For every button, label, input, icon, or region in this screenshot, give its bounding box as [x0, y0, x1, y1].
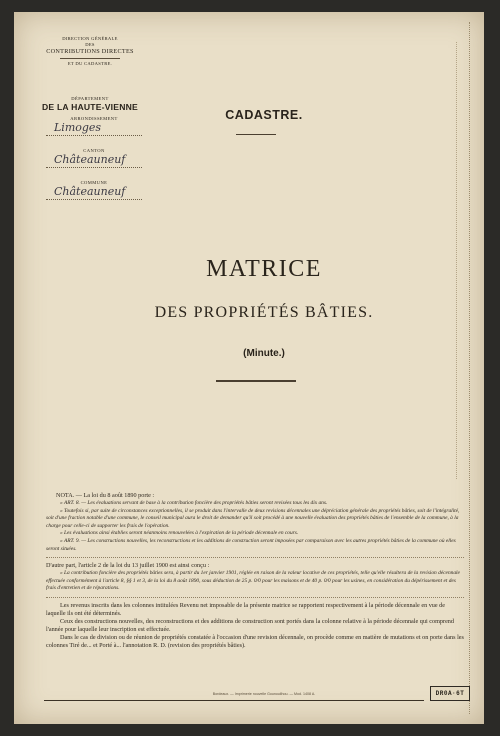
nota-line: NOTA. — La loi du 8 août 1890 porte :	[56, 492, 155, 499]
field-canton	[46, 148, 142, 168]
dotted-guide	[456, 42, 458, 479]
bottom-rule	[44, 700, 424, 701]
heading-rule	[236, 134, 276, 135]
article-2-intro: D'autre part, l'article 2 de la loi du 13 juillet 1900 est ainsi conçu :	[46, 562, 210, 570]
department-label: DÉPARTEMENT	[71, 96, 109, 101]
header-line-4: ET DU CADASTRE.	[67, 61, 113, 66]
dotted-separator	[46, 557, 464, 558]
paragraph-1: Les revenus inscrits dans les colonnes intitulées Revenu net imposable de la présente matrice se rapportent respectivement à la période décennale en vue de laquelle ils ont été déterminés.	[46, 601, 446, 617]
administration-header	[34, 36, 146, 67]
department-name: DE LA HAUTE-VIENNE	[42, 102, 138, 112]
printer-imprint: Bordeaux. — Imprimerie nouvelle Gounouilhou. — Mod. 1408 A.	[212, 692, 316, 696]
header-line-3: CONTRIBUTIONS DIRECTES	[46, 48, 134, 55]
header-line-2: DES	[85, 42, 95, 47]
dotted-separator	[46, 597, 464, 598]
field-commune	[46, 180, 142, 200]
legal-notes	[46, 492, 464, 650]
field-label: CANTON	[83, 148, 105, 153]
article-8-para-3: « Les évaluations ainsi établies seront néanmoins renouvelées à l'expiration de la période décennale en cours.	[60, 530, 299, 537]
article-8-para-2: « Toutefois si, par suite de circonstances exceptionnelles, il se produit dans l'intervalle de deux revisions décennales une dépréciation générale des propriétés bâties, soit de l'intégralité, soit d'une fraction notable d'une commune, le conseil municipal aura le droit de demander qu'il soit procédé à une nouvelle évaluation des propriétés bâties de l'ensemble de la commune, à la charge pour celle-ci de supporter les frais de l'opération.	[46, 507, 460, 529]
department-block	[34, 96, 146, 112]
header-line-1: DIRECTION GÉNÉRALE	[62, 36, 118, 41]
paragraph-3: Dans le cas de division ou de réunion de propriétés constatée à l'occasion d'une revision décennale, on procède comme en matière de mutations et on porte dans les colonnes Tiré de... et Porté à... l'annotation R. D. (revision des propriétés bâties).	[46, 633, 464, 649]
paragraph-2: Ceux des constructions nouvelles, des reconstructions et des additions de construction sont portés dans la colonne relative à la période décennale qui comprend l'année pour laquelle leur inscription est effectuée.	[46, 617, 454, 633]
article-8: « ART. 8. — Les évaluations servant de base à la contribution foncière des propriétés bâties seront revisées tous les dix ans.	[60, 500, 328, 506]
handwritten-value: Châteauneuf	[46, 185, 142, 200]
matrice-title: MATRICE	[206, 256, 322, 282]
subtitle: DES PROPRIÉTÉS BÂTIES.	[154, 304, 374, 321]
handwritten-value: Châteauneuf	[46, 153, 142, 168]
cadastre-heading: CADASTRE.	[225, 108, 303, 122]
header-separator	[60, 58, 120, 59]
handwritten-value: Limoges	[46, 121, 142, 136]
title-rule	[216, 380, 296, 382]
archive-stamp: DR0A·6T	[430, 686, 470, 701]
margin-line	[469, 22, 471, 714]
minute-label: (Minute.)	[243, 348, 285, 359]
document-page	[14, 12, 484, 724]
article-2: « La contribution foncière des propriétés bâties sera, à partir du 1er janvier 1901, réglée en raison de la valeur locative de ces propriétés, telle qu'elle résultera de la revision décennale effectuée conformément à l'article 8, §§ 1 et 3, de la loi du 8 août 1890, sous déduction de 25 p. 0/0 pour les maisons et de 40 p. 0/0 pour les usines, en considération du dépérissement et des frais d'entretien et de réparations.	[46, 570, 460, 592]
field-label: COMMUNE	[80, 180, 108, 185]
field-label: ARRONDISSEMENT	[70, 116, 118, 121]
article-9: « ART. 9. — Les constructions nouvelles, les reconstructions et les additions de construction seront imposées par comparaison avec les autres propriétés bâties de la commune où elles seront situées.	[46, 537, 456, 552]
field-arrondissement	[46, 116, 142, 136]
